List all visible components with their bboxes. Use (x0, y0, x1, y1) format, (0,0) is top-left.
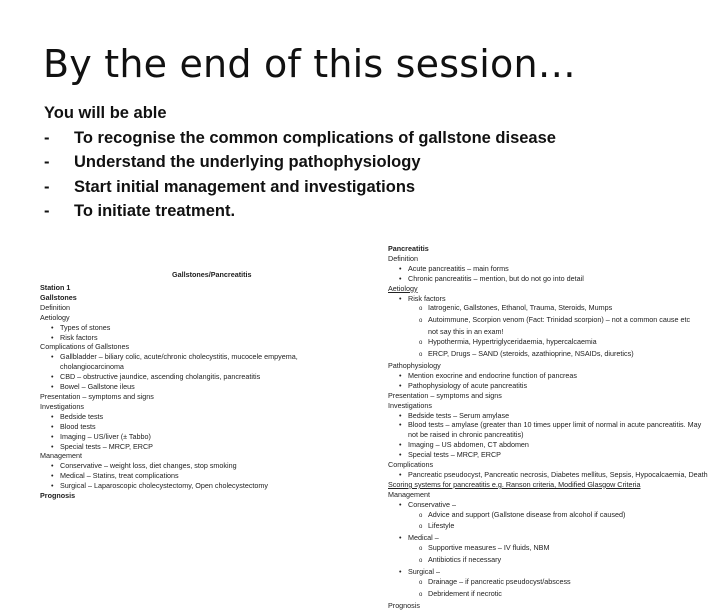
notes-line: o Supportive measures – IV fluids, NBM (388, 543, 688, 555)
objective-item (44, 175, 556, 200)
notes-line: • CBD – obstructive jaundice, ascending cholangitis, pancreatitis (40, 372, 298, 382)
objective-text: To initiate treatment. (74, 202, 236, 220)
notes-line: cholangiocarcinoma (60, 362, 124, 372)
notes-line: • Gallbladder – biliary colic, acute/chronic cholecystitis, mucocele empyema, (40, 352, 298, 362)
notes-line: • Pancreatic pseudocyst, Pancreatic necrosis, Diabetes mellitus, Sepsis, Hypocalcaemia, Death (388, 470, 688, 480)
objective-text: Start initial management and investigations (74, 177, 416, 196)
notes-line: • Surgical – (388, 567, 688, 577)
notes-line: Definition (40, 302, 70, 312)
notes-line: o Drainage – if pancreatic pseudocyst/abscess (388, 577, 688, 589)
notes-line: • Risk factors (388, 294, 688, 304)
notes-line: • Risk factors (40, 333, 298, 343)
objective-dash: - (44, 128, 50, 147)
notes-line: o Iatrogenic, Gallstones, Ethanol, Trauma, Steroids, Mumps (388, 303, 688, 315)
notes-line: • Imaging – US abdomen, CT abdomen (388, 440, 688, 450)
notes-line: Management (40, 451, 82, 461)
notes-line: • Conservative – (388, 500, 688, 510)
notes-line: Investigations (40, 401, 84, 411)
notes-line: • Bedside tests – Serum amylase (388, 411, 688, 421)
notes-line: • Pathophysiology of acute pancreatitis (388, 381, 688, 391)
notes-line: o Hypothermia, Hypertriglyceridaemia, hypercalcaemia (388, 337, 688, 349)
notes-line: o Advice and support (Gallstone disease from alcohol if caused) (388, 510, 688, 522)
notes-line: • Medical – Statins, treat complications (40, 471, 298, 481)
notes-line: • Bedside tests (40, 412, 298, 422)
notes-line: • Medical – (388, 533, 688, 543)
notes-line: Definition (388, 253, 418, 263)
notes-line: not be raised in chronic pancreatitis) (408, 430, 524, 440)
notes-line: • Blood tests – amylase (greater than 10 times upper limit of normal in acute pancreatitis. May (388, 420, 688, 430)
notes-line: • Acute pancreatitis – main forms (388, 264, 688, 274)
objective-text: Understand the underlying pathophysiology (74, 153, 421, 171)
notes-line: • Special tests – MRCP, ERCP (40, 442, 298, 452)
notes-line: • Surgical – Laparoscopic cholecystectomy, Open cholecystectomy (40, 481, 298, 491)
notes-line: Presentation – symptoms and signs (40, 391, 154, 401)
notes-line: Complications (388, 460, 434, 470)
notes-line: o ERCP, Drugs – SAND (steroids, azathioprine, NSAIDs, diuretics) (388, 349, 688, 361)
notes-line: Aetiology (40, 312, 70, 322)
notes-line: • Chronic pancreatitis – mention, but do not go into detail (388, 274, 688, 284)
notes-line: • Bowel – Gallstone ileus (40, 382, 298, 392)
pancreatitis-notes-image (388, 244, 708, 610)
objective-dash: - (44, 153, 50, 171)
notes-line: • Special tests – MRCP, ERCP (388, 450, 688, 460)
notes-line: Investigations (388, 400, 432, 410)
objective-item (44, 126, 556, 151)
notes-line: Prognosis (40, 491, 76, 501)
intro-line: You will be able (44, 104, 167, 122)
gallstones-notes-heading: Gallstones/Pancreatitis (172, 270, 252, 279)
notes-line: Aetiology (388, 283, 418, 293)
notes-line: Gallstones (40, 292, 77, 302)
objectives-block (44, 101, 556, 224)
notes-line: • Mention exocrine and endocrine function of pancreas (388, 371, 688, 381)
notes-line: Pancreatitis (388, 244, 429, 253)
notes-line: Scoring systems for pancreatitis e.g. Ranson criteria, Modified Glasgow Criteria (388, 479, 641, 489)
notes-line: • Blood tests (40, 422, 298, 432)
notes-line: o Lifestyle (388, 521, 688, 533)
notes-line: Complications of Gallstones (40, 342, 130, 352)
notes-line: Station 1 (40, 283, 71, 292)
notes-line: not say this in an exam! (428, 327, 504, 337)
gallstones-notes-image (40, 270, 340, 525)
slide-title: By the end of this session… (43, 42, 576, 86)
notes-line: o Autoimmune, Scorpion venom (Fact: Trinidad scorpion) – not a common cause etc (388, 315, 688, 327)
notes-line: Management (388, 489, 430, 499)
notes-line: o Debridement if necrotic (388, 589, 688, 601)
objective-dash: - (44, 202, 50, 220)
notes-line: Pathophysiology (388, 360, 441, 370)
notes-line: o Antibiotics if necessary (388, 555, 688, 567)
notes-line: • Types of stones (40, 323, 298, 333)
notes-line: • Imaging – US/liver (± Tabbo) (40, 432, 298, 442)
gallstones-notes-body (40, 283, 298, 501)
notes-line: Presentation – symptoms and signs (388, 390, 502, 400)
notes-line: Prognosis (388, 600, 420, 610)
notes-line: • Conservative – weight loss, diet changes, stop smoking (40, 461, 298, 471)
objective-dash: - (44, 177, 50, 196)
objective-item (44, 150, 556, 175)
objective-item (44, 199, 556, 224)
objective-text: To recognise the common complications of gallstone disease (74, 128, 556, 147)
